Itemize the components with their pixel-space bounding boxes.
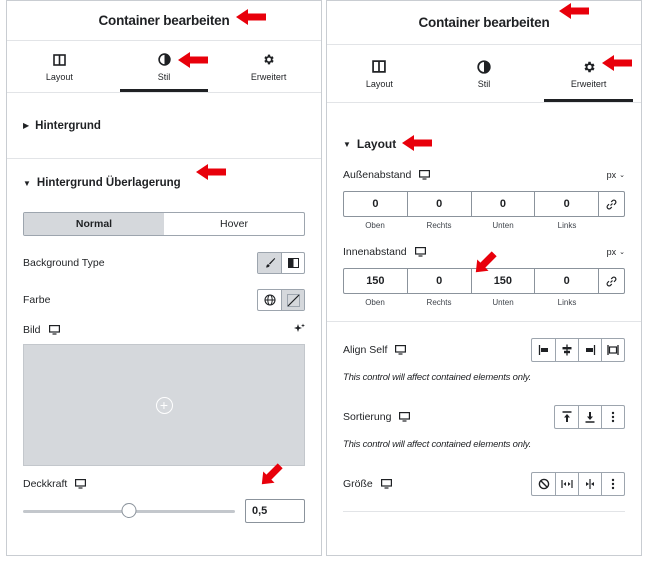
dim-label: Unten [492, 298, 514, 307]
margin-left-input[interactable]: 0 [535, 191, 599, 217]
order-label-wrap [343, 411, 410, 423]
monitor-icon[interactable] [419, 170, 430, 180]
dim-label: Rechts [426, 221, 452, 230]
image-label: Bild [23, 324, 41, 336]
dim-label: Rechts [426, 298, 452, 307]
opacity-input[interactable] [245, 499, 305, 523]
tab-label: Stil [157, 71, 171, 82]
caret-down-icon: ▼ [23, 178, 31, 188]
chevron-down-icon: ⌄ [619, 249, 625, 256]
panel-tabs [7, 41, 321, 93]
normal-state-button[interactable]: Normal [24, 213, 164, 235]
color-label: Farbe [23, 294, 51, 306]
opacity-slider-row [7, 498, 321, 524]
section-divider [343, 511, 625, 512]
align-self-label-wrap [343, 344, 406, 356]
margin-bottom-input[interactable]: 0 [472, 191, 536, 217]
color-group [257, 289, 305, 311]
background-type-row [7, 251, 321, 275]
gear-icon [262, 52, 275, 68]
align-self-label: Align Self [343, 344, 388, 356]
dim-label: Oben [365, 298, 385, 307]
padding-right-input[interactable]: 0 [408, 268, 472, 294]
annotation-arrow-icon [472, 250, 498, 276]
padding-left-input[interactable]: 0 [535, 268, 599, 294]
margin-top-input[interactable]: 0 [343, 191, 408, 217]
more-options-icon[interactable] [601, 406, 624, 428]
order-last-icon[interactable] [578, 406, 601, 428]
layout-section-toggle[interactable] [327, 131, 641, 157]
background-type-group [257, 252, 305, 274]
edit-container-panel-advanced [326, 0, 642, 556]
tab-label: Stil [477, 78, 491, 89]
image-placeholder[interactable] [23, 344, 305, 466]
caret-right-icon: ▶ [23, 121, 30, 130]
align-end-icon[interactable] [578, 339, 601, 361]
padding-unit-select[interactable] [607, 247, 625, 257]
globe-icon[interactable] [258, 290, 281, 310]
state-switch [23, 212, 305, 236]
size-label: Größe [343, 478, 373, 490]
monitor-icon[interactable] [49, 325, 60, 335]
monitor-icon[interactable] [415, 247, 426, 257]
size-label-wrap [343, 478, 392, 490]
gradient-icon[interactable] [281, 253, 304, 273]
size-none-icon[interactable] [532, 473, 555, 495]
contrast-icon [477, 59, 491, 75]
panel-title: Container bearbeiten [7, 1, 321, 41]
align-self-group [531, 338, 625, 362]
monitor-icon[interactable] [75, 479, 86, 489]
tab-label: Layout [45, 71, 73, 82]
columns-icon [53, 52, 66, 68]
margin-row [327, 167, 641, 183]
dim-label: Links [557, 221, 577, 230]
caret-down-icon: ▼ [343, 139, 351, 149]
tab-layout[interactable] [7, 41, 112, 92]
align-self-row [327, 337, 641, 363]
annotation-arrow-icon [402, 135, 432, 151]
monitor-icon[interactable] [399, 412, 410, 422]
align-self-note: This control will affect contained elements only. [343, 372, 532, 383]
panel-tabs [327, 45, 641, 103]
hover-state-button[interactable]: Hover [219, 218, 248, 230]
dim-label: Links [557, 298, 577, 307]
columns-icon [372, 59, 386, 75]
dim-label: Oben [365, 221, 385, 230]
gear-icon [582, 59, 596, 75]
size-group [531, 472, 625, 496]
align-start-icon[interactable] [532, 339, 555, 361]
section-title: Layout [356, 137, 397, 151]
opacity-label: Deckkraft [23, 478, 68, 490]
opacity-slider-thumb[interactable] [122, 503, 137, 518]
section-title: Hintergrund [35, 119, 101, 132]
unit-label: px [606, 170, 617, 180]
tab-advanced[interactable] [216, 41, 321, 92]
tab-label: Erweitert [570, 78, 607, 89]
link-values-icon[interactable] [599, 268, 625, 294]
margin-labels [343, 217, 625, 230]
brush-icon[interactable] [258, 253, 281, 273]
tab-advanced[interactable] [536, 45, 641, 102]
unit-label: px [606, 247, 617, 257]
margin-label: Außenabstand [343, 169, 412, 181]
align-stretch-icon[interactable] [601, 339, 624, 361]
annotation-arrow-icon [559, 3, 589, 19]
opacity-slider-track[interactable] [23, 510, 235, 513]
contrast-icon [158, 52, 171, 68]
size-grow-icon[interactable] [555, 473, 578, 495]
more-options-icon[interactable] [601, 473, 624, 495]
image-label-wrap [23, 324, 60, 336]
dim-label: Unten [492, 221, 514, 230]
tab-label: Layout [365, 78, 393, 89]
background-section-toggle[interactable] [7, 120, 117, 132]
size-shrink-icon[interactable] [578, 473, 601, 495]
monitor-icon[interactable] [381, 479, 392, 489]
padding-label-wrap [343, 246, 426, 258]
annotation-arrow-icon [602, 55, 632, 71]
color-row [7, 288, 321, 312]
tab-layout[interactable] [327, 45, 432, 102]
order-label: Sortierung [343, 411, 392, 423]
tab-label: Erweitert [250, 71, 287, 82]
padding-bottom-input[interactable]: 150 [472, 268, 536, 294]
chevron-down-icon: ⌄ [619, 172, 625, 179]
monitor-icon[interactable] [395, 345, 406, 355]
image-row [7, 322, 321, 338]
padding-labels [343, 294, 625, 307]
order-first-icon[interactable] [555, 406, 578, 428]
background-type-label: Background Type [23, 257, 105, 269]
annotation-arrow-icon [178, 52, 208, 68]
align-center-icon[interactable] [555, 339, 578, 361]
annotation-arrow-icon [258, 462, 284, 488]
padding-label: Innenabstand [343, 246, 407, 258]
section-title: Hintergrund Überlagerung [36, 177, 181, 189]
add-image-icon[interactable]: + [156, 397, 173, 414]
margin-label-wrap [343, 169, 430, 181]
opacity-label-wrap [23, 478, 86, 490]
panel-title: Container bearbeiten [327, 1, 641, 45]
ai-sparkle-icon[interactable] [294, 323, 305, 337]
margin-inputs [343, 191, 625, 217]
tab-style[interactable] [432, 45, 537, 102]
order-group [554, 405, 625, 429]
background-section [7, 93, 321, 159]
margin-unit-select[interactable] [607, 170, 625, 180]
size-row [327, 471, 641, 497]
margin-right-input[interactable]: 0 [408, 191, 472, 217]
order-row [327, 404, 641, 430]
no-color-icon[interactable] [281, 290, 304, 310]
overlay-section-toggle[interactable] [7, 163, 321, 203]
padding-top-input[interactable]: 150 [343, 268, 408, 294]
layout-section [327, 131, 641, 322]
link-values-icon[interactable] [599, 191, 625, 217]
annotation-arrow-icon [196, 164, 226, 180]
order-note: This control will affect contained elements only. [343, 439, 532, 450]
annotation-arrow-icon [236, 9, 266, 25]
